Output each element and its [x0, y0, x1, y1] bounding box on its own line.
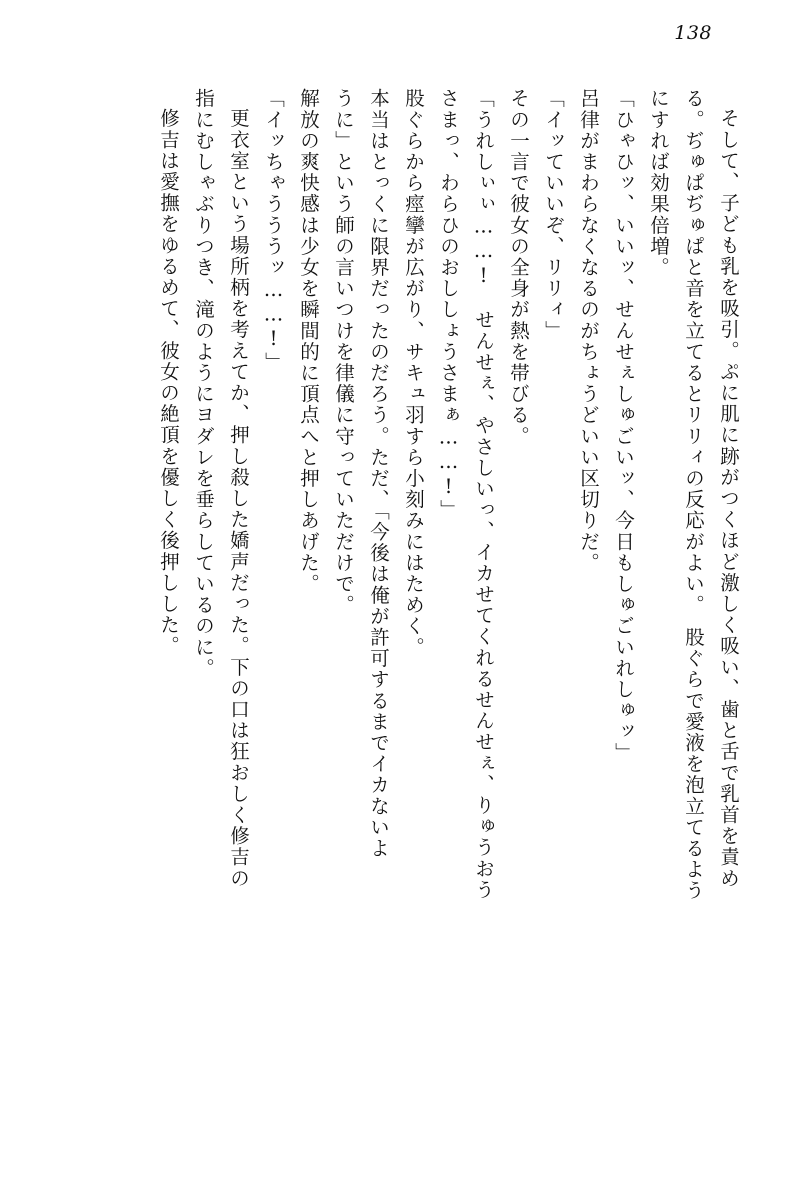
text-line: 「イッていいぞ、リリィ」 [542, 88, 565, 342]
page-number: 138 [674, 22, 712, 44]
text-line: その一言で彼女の全身が熱を帯びる。 [507, 88, 530, 447]
text-line: 指にむしゃぶりつき、滝のようにヨダレを垂らしているのに。 [192, 88, 215, 679]
text-line: 「うれしぃぃ……! せんせぇ、やさしいっ、イカせてくれるせんせぇ、りゅうおう [472, 88, 495, 901]
text-line: 修吉は愛撫をゆるめて、彼女の絶頂を優しく後押しした。 [157, 108, 180, 657]
vertical-text-body [58, 88, 738, 1128]
text-line: さまっ、わらひのおししょうさまぁ……!」 [437, 88, 460, 521]
text-line: 解放の爽快感は少女を瞬間的に頂点へと押しあげた。 [297, 88, 320, 595]
text-line: る。ぢゅぱぢゅぱと音を立てるとリリィの反応がよい。 股ぐらで愛液を泡立てるよう [682, 88, 705, 902]
text-line: 呂律がまわらなくなるのがちょうどいい区切りだ。 [577, 88, 600, 574]
text-line: にすれば効果倍増。 [647, 88, 670, 278]
text-line: うに」という師の言いつけを律儀に守っていただけで。 [332, 88, 355, 616]
text-line: 「イッちゃうううッ……!」 [262, 88, 285, 373]
text-line: 「ひゃひッ、いいッ、せんせぇしゅごいッ、今日もしゅごいれしゅッ」 [612, 88, 635, 764]
text-line: 股ぐらから痙攣が広がり、サキュ羽すら小刻みにはためく。 [402, 88, 425, 658]
text-line: 本当はとっくに限界だったのだろう。ただ、「今後は俺が許可するまでイカないよ [367, 88, 390, 859]
text-line: そして、子ども乳を吸引。ぷに肌に跡がつくほど激しく吸い、歯と舌で乳首を責め [717, 108, 740, 889]
text-line: 更衣室という場所柄を考えてか、押し殺した嬌声だった。下の口は狂おしく修吉の [227, 108, 250, 889]
